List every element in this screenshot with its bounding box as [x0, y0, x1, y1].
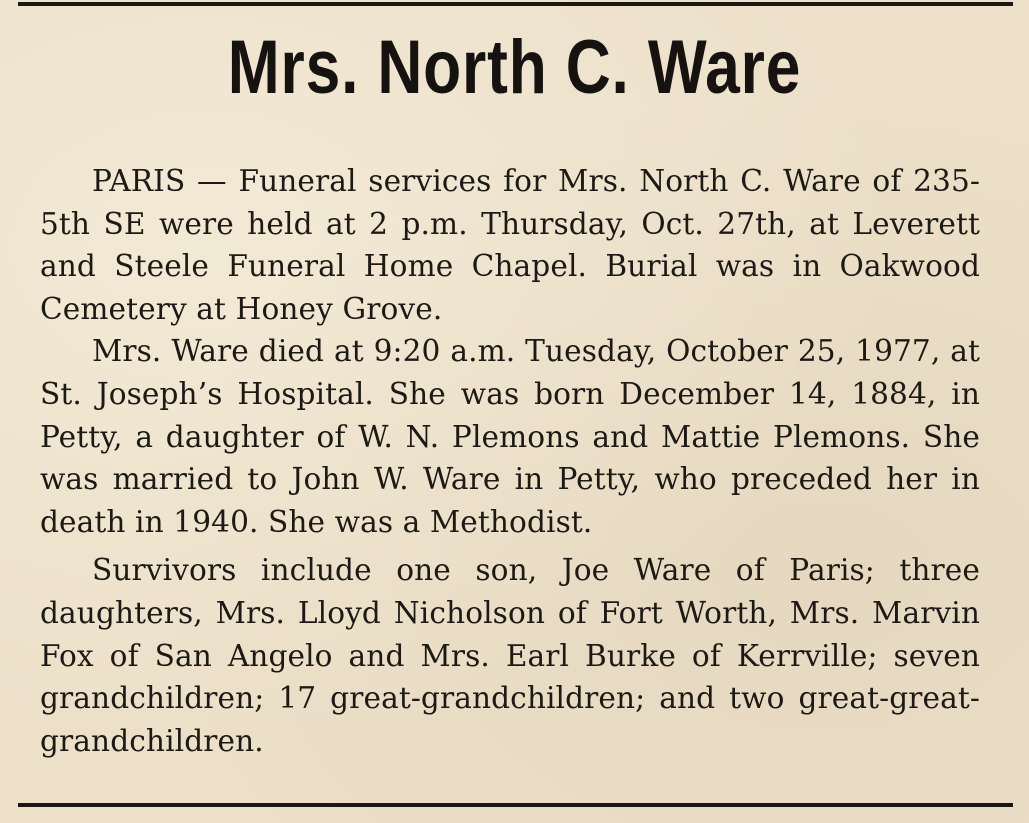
top-rule — [18, 2, 1013, 6]
paragraph-survivors: Survivors include one son, Joe Ware of Paris; three daughters, Mrs. Lloyd Nicholson of Fort Worth, Mrs. Marvin Fox of San Angelo and Mrs. Earl Burke of Kerrville; seven grandchildren; 17 great-grandchildren; and two great-great-grandchildren. — [40, 553, 980, 758]
obituary-headline: Mrs. North C. Ware — [227, 25, 802, 110]
paragraph-death: Mrs. Ware died at 9:20 a.m. Tuesday, October 25, 1977, at St. Joseph’s Hospital. She was born December 14, 1884, in Petty, a daughter of W. N. Plemons and Mattie Plemons. She was married to John W. Ware in Petty, who preceded her in death in 1940. She was a Methodist. — [40, 334, 980, 539]
bottom-rule — [18, 803, 1013, 807]
paragraph-funeral: PARIS — Funeral services for Mrs. North C. Ware of 235-5th SE were held at 2 p.m. Thursday, Oct. 27th, at Leverett and Steele Funeral Home Chapel. Burial was in Oakwood Cemetery at Honey Grove. — [40, 164, 980, 326]
obituary-body — [40, 160, 980, 762]
